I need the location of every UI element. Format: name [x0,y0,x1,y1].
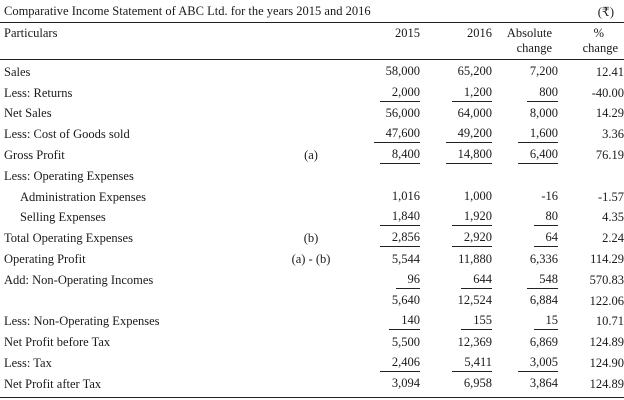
row-reference: (a) [304,148,318,163]
value-2015: 56,000 [385,105,420,120]
value-2016: 64,000 [457,105,492,120]
table-row [0,145,624,166]
value-2016: 12,369 [457,334,492,349]
row-label: Less: Cost of Goods sold [4,127,130,142]
value-2015: 5,500 [391,334,420,349]
row-label: Total Operating Expenses [4,231,133,246]
value-absolute-change: 6,336 [529,251,558,266]
value-2015-cell [340,312,426,333]
value-2015: 5,640 [391,293,420,308]
value-percent-change: 12.41 [595,64,624,79]
value-2016: 1,920 [452,209,492,226]
header-absolute-change [492,26,552,56]
bottom-rule [0,397,624,398]
value-absolute-change: 15 [534,313,559,330]
value-percent-change: 3.36 [602,127,624,142]
currency-label: (₹) [597,5,614,19]
value-percent-change: -40.00 [591,85,624,100]
table-row [0,104,624,125]
value-2015: 140 [389,313,420,330]
table-row [0,374,624,395]
statement-title: Comparative Income Statement of ABC Ltd. for the years 2015 and 2016 [4,4,371,18]
row-reference [282,374,340,395]
table-row [0,124,624,145]
value-2016: 2,920 [452,230,492,247]
value-absolute-change: 6,400 [518,147,558,164]
value-2016-cell [426,166,498,187]
row-label: Operating Profit [4,252,86,267]
value-absolute-change: 7,200 [529,64,558,79]
top-rule [0,22,624,23]
value-percent-change: 124.90 [589,356,624,371]
value-2015-cell [340,83,426,104]
value-percent-change: 4.35 [602,210,624,225]
row-reference [282,332,340,353]
value-2015: 2,406 [380,355,420,372]
value-2016-cell [426,312,498,333]
row-reference [282,187,340,208]
value-2016: 5,411 [452,355,492,372]
value-2015: 58,000 [385,64,420,79]
row-reference [282,208,340,229]
header-particulars: Particulars [4,26,58,40]
row-reference [282,83,340,104]
row-label: Add: Non-Operating Incomes [4,272,154,287]
value-absolute-change: -16 [541,189,558,204]
header-2016: 2016 [467,26,492,40]
header-rule [0,59,624,60]
table-row [0,332,624,353]
value-2016-cell [426,228,498,249]
value-2016: 12,524 [457,293,492,308]
row-label: Selling Expenses [20,210,106,225]
value-2015-cell [340,270,426,291]
table-row [0,353,624,374]
row-reference [282,291,340,312]
value-percent-change: -1.57 [597,189,624,204]
value-2015: 5,544 [391,251,420,266]
value-2015-cell [340,166,426,187]
table-row [0,83,624,104]
value-2016: 6,958 [463,376,492,391]
value-2015-cell [340,353,426,374]
value-2016-cell [426,124,498,145]
value-percent-change: 10.71 [595,314,624,329]
value-2015: 8,400 [380,147,420,164]
value-absolute-change-cell [498,124,564,145]
table-row [0,208,624,229]
value-absolute-change: 80 [534,209,559,226]
value-2016-cell [426,208,498,229]
row-reference [282,166,340,187]
value-percent-change: 76.19 [595,148,624,163]
value-absolute-change: 6,869 [529,334,558,349]
table-row [0,228,624,249]
value-2016-cell [426,249,498,270]
value-2016: 1,000 [463,189,492,204]
table-row [0,249,624,270]
header-percent-line2: change [582,41,618,55]
value-absolute-change: 6,884 [529,293,558,308]
value-2016-cell [426,145,498,166]
value-2016: 14,800 [446,147,492,164]
value-absolute-change-cell [498,104,564,125]
row-label: Sales [4,64,31,79]
value-percent-change: 570.83 [589,272,624,287]
row-reference: (b) [303,231,319,246]
value-2015: 1,840 [380,209,420,226]
value-absolute-change: 3,864 [529,376,558,391]
value-2016-cell [426,353,498,374]
value-absolute-change-cell [498,208,564,229]
row-label: Less: Returns [4,85,73,100]
value-percent-change: 114.29 [590,252,624,267]
value-absolute-change-cell [498,187,564,208]
value-absolute-change-cell [498,228,564,249]
value-2015-cell [340,374,426,395]
row-label: Net Sales [4,106,52,121]
row-label: Gross Profit [4,148,65,163]
value-percent-change: 2.24 [602,231,624,246]
value-2016-cell [426,332,498,353]
header-absolute-line1: Absolute [506,26,552,40]
value-absolute-change: 548 [527,272,558,289]
value-absolute-change-cell [498,291,564,312]
value-2016-cell [426,291,498,312]
table-row [0,187,624,208]
value-2015-cell [340,62,426,83]
row-reference: (a) - (b) [291,252,331,267]
table-row [0,270,624,291]
value-2015-cell [340,124,426,145]
value-2016: 155 [461,313,492,330]
value-2016-cell [426,187,498,208]
value-2015-cell [340,145,426,166]
value-2015-cell [340,104,426,125]
value-2016: 11,880 [458,251,492,266]
row-label [0,291,282,312]
value-2016: 1,200 [452,85,492,102]
value-absolute-change-cell [498,249,564,270]
table-row [0,312,624,333]
table-row [0,62,624,83]
row-label: Net Profit before Tax [4,335,111,350]
value-absolute-change-cell [498,312,564,333]
value-2016: 65,200 [457,64,492,79]
value-2016-cell [426,83,498,104]
income-statement-table [0,62,624,395]
value-2015-cell [340,228,426,249]
row-label: Less: Tax [4,356,52,371]
value-absolute-change: 3,005 [518,355,558,372]
row-label: Less: Non-Operating Expenses [4,314,160,329]
row-label: Administration Expenses [20,189,147,204]
value-absolute-change-cell [498,166,564,187]
value-percent-change: 122.06 [589,293,624,308]
value-2015: 47,600 [374,126,420,143]
value-2016-cell [426,104,498,125]
row-label: Net Profit after Tax [4,376,102,391]
row-reference [282,104,340,125]
row-reference [282,312,340,333]
value-absolute-change: 64 [534,230,559,247]
value-percent-change: 124.89 [589,376,624,391]
header-2015: 2015 [395,26,420,40]
value-2015: 96 [396,272,421,289]
value-absolute-change-cell [498,332,564,353]
value-absolute-change: 800 [527,85,558,102]
header-absolute-line2: change [516,41,552,55]
table-row [0,291,624,312]
value-percent-change [564,166,624,187]
header-percent-change [552,26,618,56]
value-2015: 2,856 [380,230,420,247]
value-absolute-change-cell [498,353,564,374]
value-absolute-change-cell [498,83,564,104]
value-percent-change: 14.29 [595,106,624,121]
row-label: Less: Operating Expenses [4,168,134,183]
row-reference [282,353,340,374]
value-2016-cell [426,374,498,395]
value-absolute-change-cell [498,374,564,395]
value-2016-cell [426,62,498,83]
value-absolute-change-cell [498,145,564,166]
row-reference [282,124,340,145]
value-2015-cell [340,208,426,229]
row-reference [282,62,340,83]
value-2016: 49,200 [446,126,492,143]
value-percent-change: 124.89 [589,335,624,350]
value-absolute-change: 1,600 [518,126,558,143]
value-absolute-change-cell [498,62,564,83]
value-2015: 1,016 [391,189,420,204]
value-absolute-change: 8,000 [529,105,558,120]
value-2016: 644 [461,272,492,289]
value-2015-cell [340,187,426,208]
value-2015-cell [340,291,426,312]
value-2015-cell [340,332,426,353]
value-2015: 3,094 [391,376,420,391]
value-2015: 2,000 [380,85,420,102]
header-percent-line1: % [593,26,604,40]
value-2015-cell [340,249,426,270]
value-absolute-change-cell [498,270,564,291]
table-row [0,166,624,187]
row-reference [282,270,340,291]
value-2016-cell [426,270,498,291]
